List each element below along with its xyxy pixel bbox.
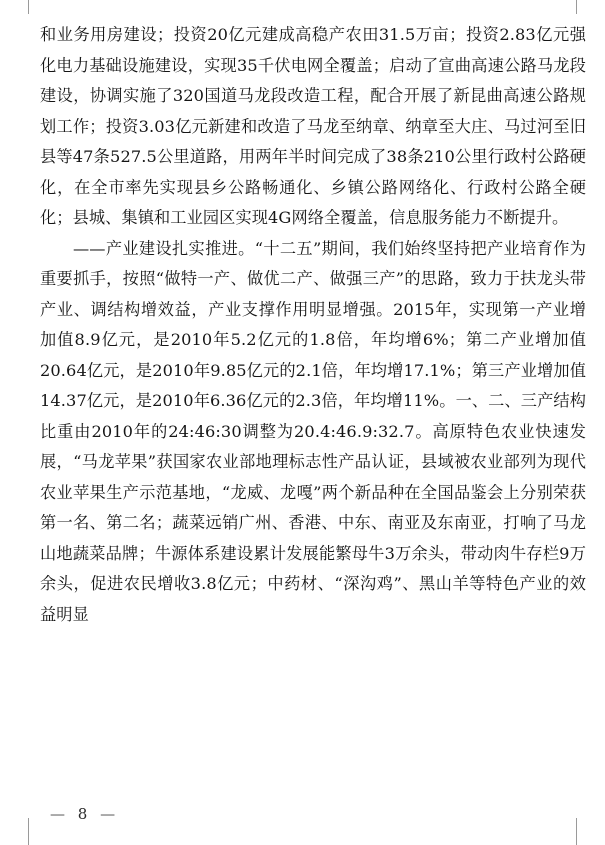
paragraph-industry: ——产业建设扎实推进。“十二五”期间，我们始终坚持把产业培育作为重要抓手，按照“做特一产、做优二产、做强三产”的思路，致力于扶龙头带产业、调结构增效益，产业支撑作用明显增强。2015年，实现第一产业增加值8.9亿元，是2010年5.2亿元的1.8倍，年均增6%；第二产业增加值20.64亿元，是2010年9.85亿元的2.1倍，年均增17.1%；第三产业增加值14.37亿元，是2010年6.36亿元的2.3倍，年均增11%。一、二、三产结构比重由2010年的24:46:30调整为20.4:46.9:32.7。高原特色农业快速发展，“马龙苹果”获国家农业部地理标志性产品认证，县域被农业部列为现代农业苹果生产示范基地，“龙威、龙嘎”两个新品种在全国品鉴会上分别荣获第一名、第二名；蔬菜远销广州、香港、中东、南亚及东南亚，打响了马龙山地蔬菜品牌；牛源体系建设累计发展能繁母牛3万余头，带动肉牛存栏9万余头，促进农民增收3.8亿元；中药材、“深沟鸡”、黑山羊等特色产业的效益明显	[40, 238, 586, 624]
paragraph-infrastructure: 和业务用房建设；投资20亿元建成高稳产农田31.5万亩；投资2.83亿元强化电力基础设施建设，实现35千伏电网全覆盖；启动了宣曲高速公路马龙段建设，协调实施了320国道马龙段改造工程，配合开展了新昆曲高速公路规划工作；投资3.03亿元新建和改造了马龙至纳章、纳章至大庄、马过河至旧县等47条527.5公里道路，用两年半时间完成了38条210公里行政村公路硬化，在全市率先实现县乡公路畅通化、乡镇公路网络化、行政村公路全硬化；县城、集镇和工业园区实现4G网络全覆盖，信息服务能力不断提升。	[40, 25, 586, 227]
crop-mark-bottom-left	[28, 818, 29, 845]
crop-mark-bottom-right	[576, 818, 577, 845]
crop-mark-top-right	[576, 0, 577, 14]
crop-mark-top-left	[28, 0, 29, 14]
footer-dash-right: —	[100, 805, 116, 823]
page-footer	[50, 805, 115, 823]
body-text	[40, 20, 586, 630]
footer-dash-left: —	[50, 805, 65, 823]
page-number: 8	[77, 805, 88, 823]
